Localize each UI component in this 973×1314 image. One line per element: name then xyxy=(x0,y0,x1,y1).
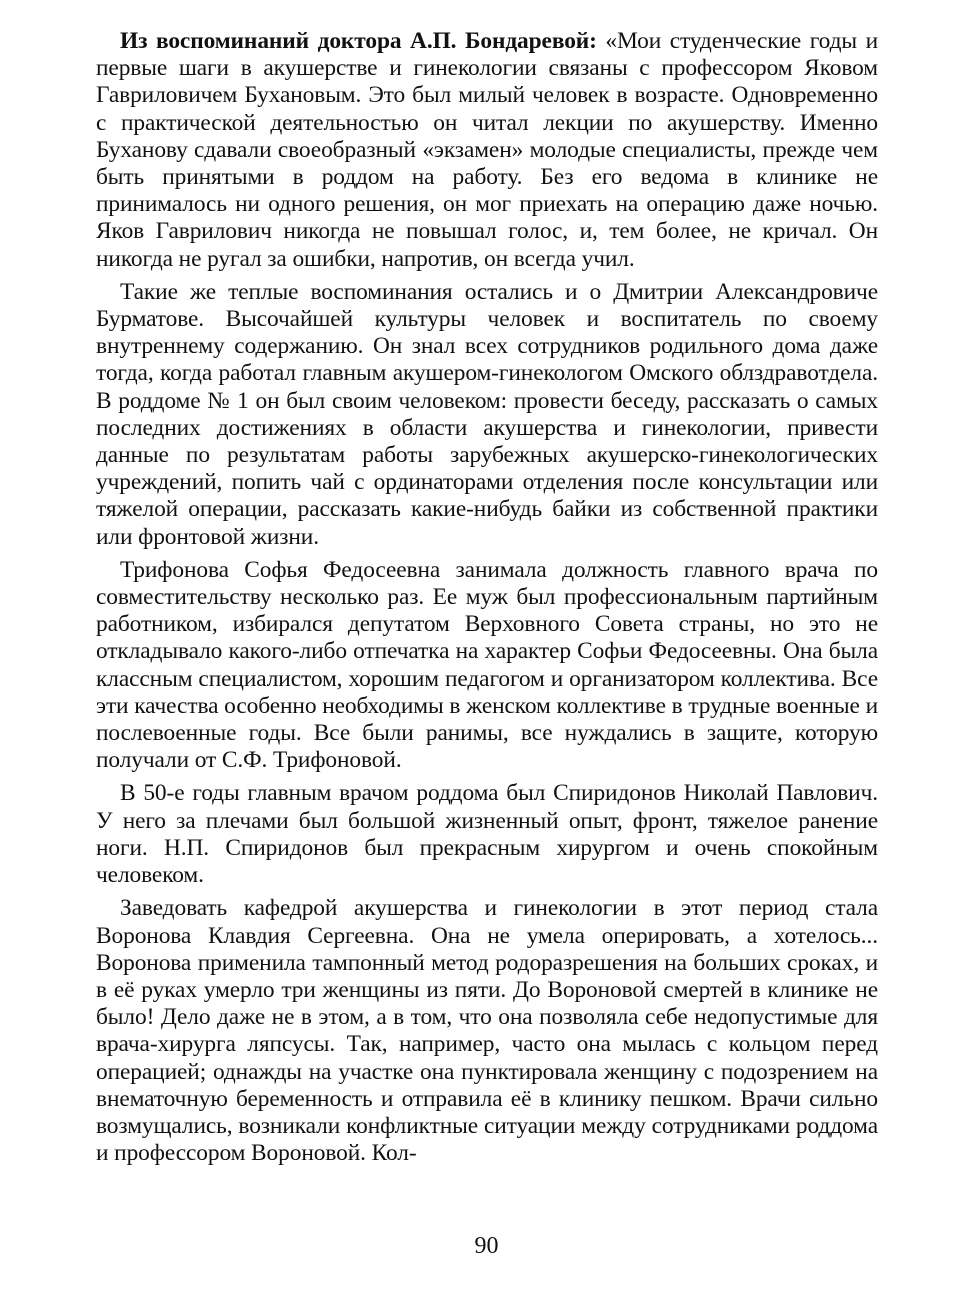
paragraph-text: «Мои студенческие годы и первые шаги в акушерстве и гинекологии связаны с профессором Яковом Гавриловичем Бухановым. Это был милый человек в возрасте. Одновременно с практической деятельностью он читал лекции по акушерству. Именно Буханову сдавали своеобразный «экзамен» молодые специалисты, прежде чем быть принятыми в роддом на работу. Без его ведома в клинике не принималось ни одного решения, он мог приехать на операцию даже ночью. Яков Гаврилович никогда не повышал голос, и, тем более, не кричал. Он никогда не ругал за ошибки, напротив, он всегда учил. xyxy=(96,28,878,272)
paragraph-bondareva-memoir xyxy=(96,28,878,273)
paragraph-burmatov: Такие же теплые воспоминания остались и о Дмитрии Александровиче Бурматове. Высочайшей культуры человек и воспитатель по своему внутреннему содержанию. Он знал всех сотрудников родильного дома даже тогда, когда работал главным акушером-гинекологом Омского облздравотдела. В роддоме № 1 он был своим человеком: провести беседу, рассказать о самых последних достижениях в области акушерства и гинекологии, привести данные по результатам работы зарубежных акушерско-гинекологических учреждений, попить чай с ординаторами отделения после консультации или тяжелой операции, рассказать какие-нибудь байки из собственной практики или фронтовой жизни. xyxy=(96,278,878,550)
page-body xyxy=(96,28,878,1173)
paragraph-trifonova: Трифонова Софья Федосеевна занимала должность главного врача по совместительству несколько раз. Ее муж был профессиональным партийным работником, избирался депутатом Верховного Совета страны, но это не откладывало какого-либо отпечатка на характер Софьи Федосеевны. Она была классным специалистом, хорошим педагогом и организатором коллектива. Все эти качества особенно необходимы в женском коллективе в трудные военные и послевоенные годы. Все были ранимы, все нуждались в защите, которую получали от С.Ф. Трифоновой. xyxy=(96,556,878,774)
page-number: 90 xyxy=(474,1233,499,1259)
paragraph-voronova: Заведовать кафедрой акушерства и гинекологии в этот период стала Воронова Клавдия Сергеевна. Она не умела оперировать, а хотелось... Воронова применила тампонный метод родоразрешения на больших сроках, и в её руках умерло три женщины из пяти. До Вороновой смертей в клинике не было! Дело даже не в этом, а в том, что она позволяла себе недопустимые для врача-хирурга ляпсусы. Так, например, часто она мылась с кольцом перед операцией; однажды на участке она пунктировала женщину с подозрением на внематочную беременность и отправила её в клинику пешком. Врачи сильно возмущались, возникали конфликтные ситуации между сотрудниками роддома и профессором Вороновой. Кол- xyxy=(96,895,878,1167)
paragraph-lead: Из воспоминаний доктора А.П. Бондаревой: xyxy=(120,28,597,54)
paragraph-spiridonov: В 50-е годы главным врачом роддома был Спиридонов Николай Павлович. У него за плечами был большой жизненный опыт, фронт, тяжелое ранение ноги. Н.П. Спиридонов был прекрасным хирургом и очень спокойным человеком. xyxy=(96,780,878,889)
